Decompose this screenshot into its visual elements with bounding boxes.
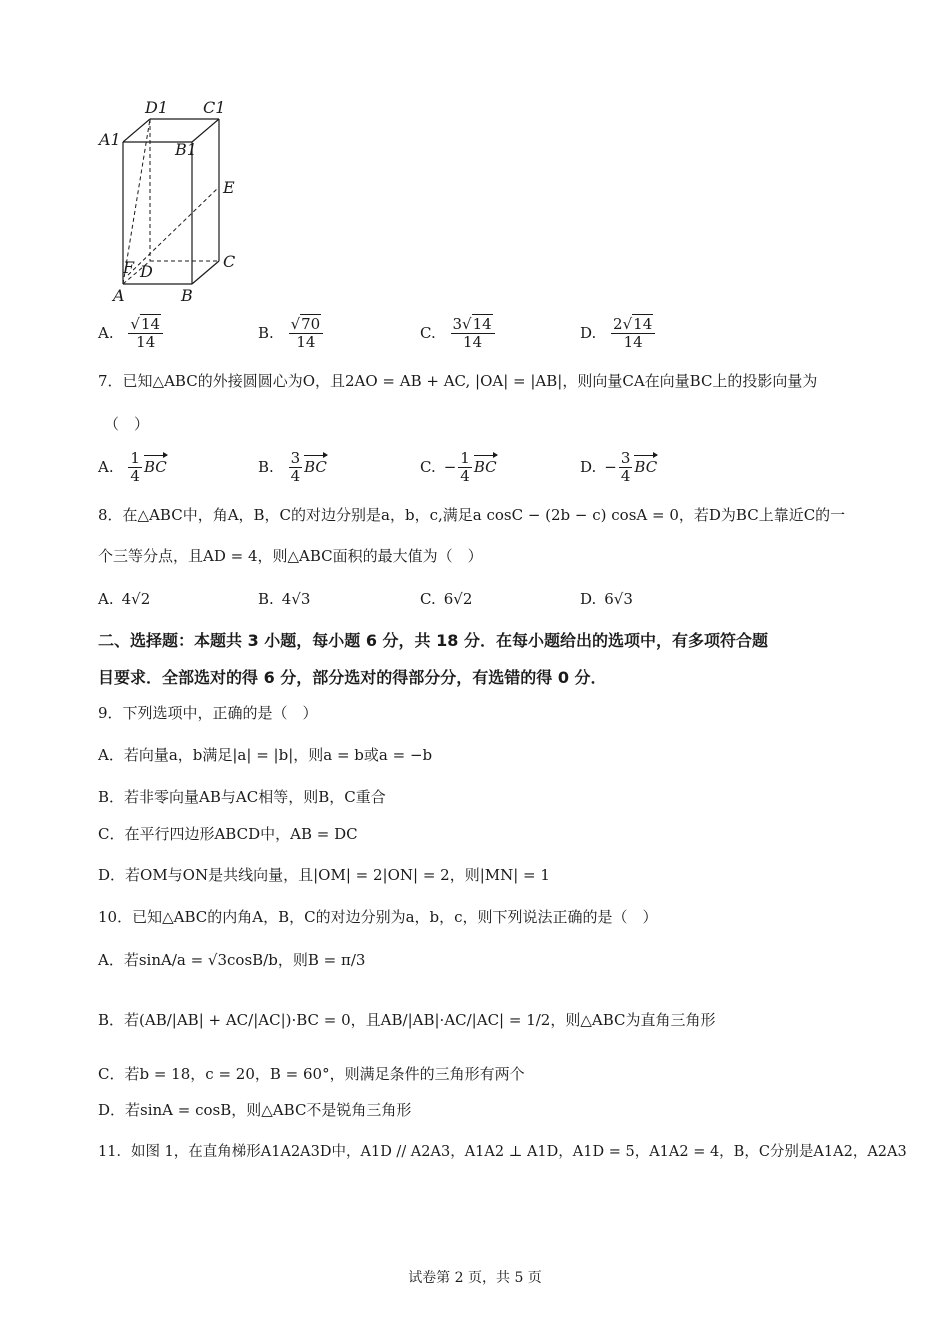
label-A1: A1 — [99, 130, 121, 149]
label-E: E — [223, 178, 235, 197]
q9-option-d: D．若OM与ON是共线向量，且|OM| = 2|ON| = 2，则|MN| = 1 — [98, 866, 550, 884]
q8-stem-line1: 8．在△ABC中，角A，B，C的对边分别是a，b，c,满足a cosC − (2b − c) cosA = 0，若D为BC上靠近C的一 — [98, 506, 846, 524]
section2-heading-line2: 目要求．全部选对的得 6 分，部分选对的得部分分，有选错的得 0 分． — [98, 668, 607, 687]
label-C: C — [223, 252, 236, 271]
q7-option-b: B. $\frac{3}{4}$ BC — [258, 449, 327, 486]
q6-option-d: D. $\frac{2√14}{14}$ — [580, 316, 657, 352]
q10-stem: 10．已知△ABC的内角A，B，C的对边分别为a，b，c，则下列说法正确的是（ ） — [98, 908, 658, 926]
q7-option-a: A. $\frac{1}{4}$ BC — [98, 449, 167, 486]
label-D: D — [140, 262, 153, 281]
q9-stem: 9．下列选项中，正确的是（ ） — [98, 704, 318, 722]
label-F: F — [123, 258, 135, 277]
q8-option-c: C. 6√2 — [420, 590, 473, 608]
q11-stem: 11．如图 1，在直角梯形A1A2A3D中，A1D // A2A3，A1A2 ⊥ A1D，A1D = 5，A1A2 = 4，B，C分别是A1A2，A2A3 — [98, 1144, 907, 1160]
q9-option-c: C．在平行四边形ABCD中，AB = DC — [98, 825, 358, 843]
q9-option-a: A．若向量a，b满足|a| = |b|，则a = b或a = −b — [98, 746, 433, 764]
q10-option-b: B．若(AB/|AB| + AC/|AC|)·BC = 0，且AB/|AB|·AC/|AC| = 1/2，则△ABC为直角三角形 — [98, 1011, 716, 1029]
q8-option-b: B. 4√3 — [258, 590, 311, 608]
q6-option-c: C. $\frac{3√14}{14}$ — [420, 316, 497, 352]
q10-option-c: C．若b = 18，c = 20，B = 60°，则满足条件的三角形有两个 — [98, 1065, 525, 1083]
q10-option-a: A．若sinA/a = √3cosB/b，则B = π/3 — [98, 951, 366, 969]
q8-stem-line2: 个三等分点，且AD = 4，则△ABC面积的最大值为（ ） — [98, 547, 483, 565]
q8-option-d: D. 6√3 — [580, 590, 633, 608]
q7-stem: 7．已知△ABC的外接圆圆心为O，且2AO = AB + AC, |OA| = |AB|，则向量CA在向量BC上的投影向量为 — [98, 372, 818, 390]
label-A: A — [113, 286, 125, 305]
q7-option-d: D. − $\frac{3}{4}$ BC — [580, 449, 658, 486]
q9-option-b: B．若非零向量AB与AC相等，则B，C重合 — [98, 788, 386, 806]
q7-option-c: C. − $\frac{1}{4}$ BC — [420, 449, 497, 486]
label-C1: C1 — [203, 98, 226, 117]
label-B1: B1 — [175, 140, 197, 159]
label-B: B — [181, 286, 193, 305]
q6-option-a: A. $\frac{√14}{14}$ — [98, 316, 165, 352]
section2-heading-line1: 二、选择题：本题共 3 小题，每小题 6 分，共 18 分．在每小题给出的选项中，有多项符合题 — [98, 631, 768, 650]
prism-figure — [95, 95, 275, 305]
q8-option-a: A. 4√2 — [98, 590, 151, 608]
label-D1: D1 — [145, 98, 169, 117]
page-footer: 试卷第 2 页，共 5 页 — [408, 1270, 542, 1286]
q7-bracket: （ ） — [104, 415, 150, 433]
q10-option-d: D．若sinA = cosB，则△ABC不是锐角三角形 — [98, 1101, 412, 1119]
q6-option-b: B. $\frac{√70}{14}$ — [258, 316, 325, 352]
